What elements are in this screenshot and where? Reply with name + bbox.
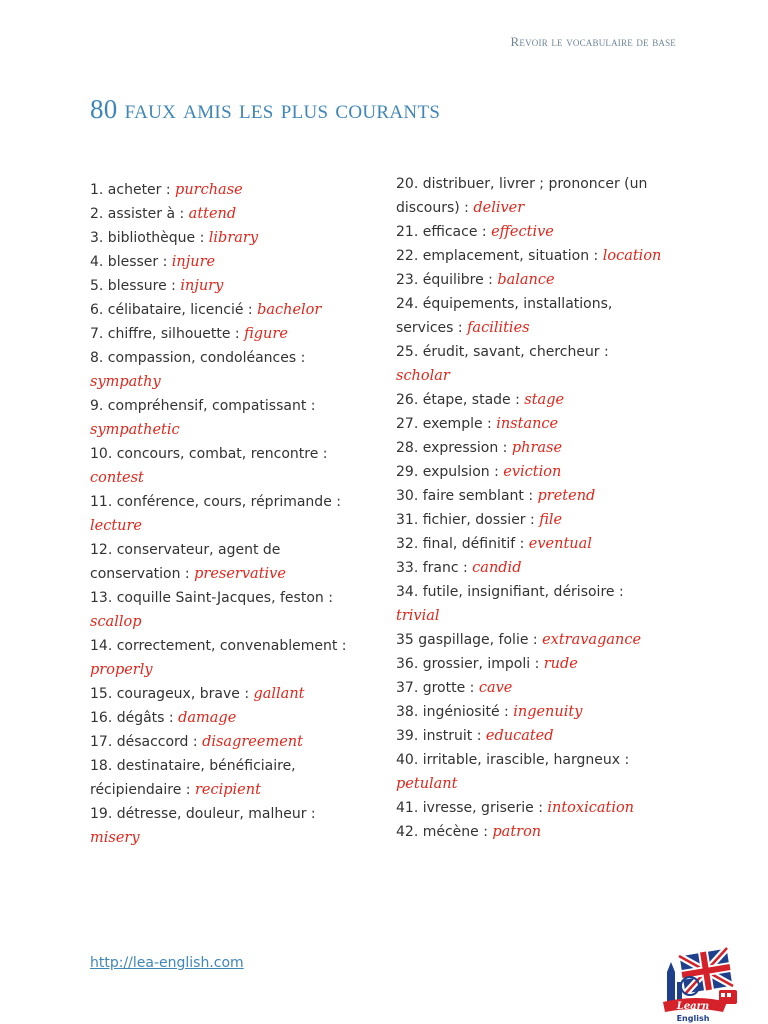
french-term: 38. ingéniosité :	[396, 704, 514, 720]
english-translation: ingenuity	[513, 704, 583, 720]
french-term: 39. instruit :	[396, 728, 486, 744]
english-translation: eventual	[528, 536, 592, 552]
list-item	[396, 508, 664, 532]
english-translation: library	[208, 230, 259, 246]
english-translation: effective	[491, 224, 554, 240]
vocab-list-right	[396, 172, 664, 844]
list-item	[90, 442, 352, 490]
english-translation: figure	[244, 326, 288, 342]
french-term: 19. détresse, douleur, malheur :	[90, 806, 316, 822]
page-title: 80 faux amis les plus courants	[90, 94, 441, 124]
english-translation: instance	[496, 416, 559, 432]
list-item	[90, 178, 352, 202]
french-term: 15. courageux, brave :	[90, 686, 254, 702]
french-term: 9. compréhensif, compatissant :	[90, 398, 316, 414]
list-item	[90, 730, 352, 754]
french-term: 29. expulsion :	[396, 464, 504, 480]
list-item	[90, 490, 352, 538]
union-jack-flag-icon	[679, 948, 733, 994]
french-term: 35 gaspillage, folie :	[396, 632, 543, 648]
english-translation: phrase	[511, 440, 563, 456]
english-translation: bachelor	[257, 302, 322, 318]
list-item	[90, 202, 352, 226]
english-translation: facilities	[467, 320, 530, 336]
list-item	[90, 226, 352, 250]
english-translation: rude	[543, 656, 578, 672]
french-term: 23. équilibre :	[396, 272, 498, 288]
list-item	[396, 820, 664, 844]
french-term: 11. conférence, cours, réprimande :	[90, 494, 341, 510]
english-translation: file	[539, 512, 563, 528]
english-translation: recipient	[194, 782, 261, 798]
french-term: 20. distribuer, livrer ; prononcer (un discours) :	[396, 176, 648, 216]
list-item	[396, 484, 664, 508]
english-translation: injure	[171, 254, 216, 270]
english-translation: injury	[180, 278, 224, 294]
list-item	[90, 274, 352, 298]
french-term: 32. final, définitif :	[396, 536, 529, 552]
list-item	[396, 652, 664, 676]
list-item	[90, 322, 352, 346]
english-translation: preservative	[194, 566, 286, 582]
french-term: 26. étape, stade :	[396, 392, 525, 408]
english-translation: trivial	[396, 608, 440, 624]
list-item	[396, 460, 664, 484]
list-item	[396, 676, 664, 700]
list-item	[396, 796, 664, 820]
english-translation: candid	[472, 560, 522, 576]
french-term: 37. grotte :	[396, 680, 479, 696]
english-translation: sympathy	[90, 374, 161, 390]
list-item	[396, 724, 664, 748]
list-item	[90, 346, 352, 394]
english-translation: stage	[524, 392, 565, 408]
english-translation: educated	[485, 728, 554, 744]
french-term: 40. irritable, irascible, hargneux :	[396, 752, 630, 768]
running-header: Revoir le vocabulaire de base	[510, 34, 676, 49]
english-translation: extravagance	[542, 632, 642, 648]
logo-text-english: English	[676, 1014, 710, 1023]
french-term: 17. désaccord :	[90, 734, 203, 750]
list-item	[90, 250, 352, 274]
english-translation: attend	[188, 206, 237, 222]
french-term: 5. blessure :	[90, 278, 181, 294]
list-item	[90, 394, 352, 442]
french-term: 33. franc :	[396, 560, 473, 576]
list-item	[396, 532, 664, 556]
french-term: 10. concours, combat, rencontre :	[90, 446, 328, 462]
french-term: 8. compassion, condoléances :	[90, 350, 306, 366]
english-translation: eviction	[503, 464, 562, 480]
french-term: 6. célibataire, licencié :	[90, 302, 258, 318]
list-item	[90, 298, 352, 322]
english-translation: location	[602, 248, 662, 264]
list-item	[396, 628, 664, 652]
french-term: 1. acheter :	[90, 182, 176, 198]
french-term: 3. bibliothèque :	[90, 230, 209, 246]
french-term: 21. efficace :	[396, 224, 492, 240]
french-term: 7. chiffre, silhouette :	[90, 326, 245, 342]
french-term: 18. destinataire, bénéficiaire, récipiendaire :	[90, 758, 296, 798]
french-term: 4. blesser :	[90, 254, 172, 270]
website-link[interactable]: http://lea-english.com	[90, 955, 244, 971]
french-term: 36. grossier, impoli :	[396, 656, 544, 672]
french-term: 42. mécène :	[396, 824, 493, 840]
english-translation: properly	[90, 662, 153, 678]
french-term: 14. correctement, convenablement :	[90, 638, 347, 654]
list-item	[90, 754, 352, 802]
list-item	[396, 436, 664, 460]
learn-english-logo	[657, 946, 743, 1024]
french-term: 25. érudit, savant, chercheur :	[396, 344, 609, 360]
list-item	[396, 556, 664, 580]
english-translation: petulant	[396, 776, 458, 792]
english-translation: pretend	[537, 488, 596, 504]
english-translation: intoxication	[547, 800, 635, 816]
list-item	[396, 700, 664, 724]
french-term: 27. exemple :	[396, 416, 497, 432]
list-item	[90, 586, 352, 634]
english-translation: gallant	[253, 686, 305, 702]
english-translation: scallop	[90, 614, 142, 630]
list-item	[396, 244, 664, 268]
french-term: 34. futile, insignifiant, dérisoire :	[396, 584, 624, 600]
english-translation: damage	[178, 710, 237, 726]
french-term: 13. coquille Saint-Jacques, feston :	[90, 590, 333, 606]
list-item	[90, 634, 352, 682]
french-term: 30. faire semblant :	[396, 488, 538, 504]
english-translation: scholar	[396, 368, 450, 384]
vocab-list-left	[90, 178, 352, 850]
english-translation: cave	[478, 680, 513, 696]
list-item	[90, 682, 352, 706]
list-item	[396, 748, 664, 796]
french-term: 22. emplacement, situation :	[396, 248, 603, 264]
english-translation: purchase	[175, 182, 243, 198]
list-item	[396, 580, 664, 628]
french-term: 24. équipements, installations, services :	[396, 296, 613, 336]
french-term: 28. expression :	[396, 440, 512, 456]
english-translation: contest	[90, 470, 144, 486]
list-item	[90, 538, 352, 586]
english-translation: sympathetic	[90, 422, 180, 438]
english-translation: lecture	[90, 518, 143, 534]
list-item	[396, 220, 664, 244]
french-term: 16. dégâts :	[90, 710, 179, 726]
list-item	[396, 268, 664, 292]
english-translation: patron	[492, 824, 542, 840]
french-term: 2. assister à :	[90, 206, 189, 222]
list-item	[90, 802, 352, 850]
list-item	[90, 706, 352, 730]
french-term: 31. fichier, dossier :	[396, 512, 540, 528]
logo-text-learn: Learn	[676, 1001, 710, 1012]
list-item	[396, 412, 664, 436]
list-item	[396, 340, 664, 388]
english-translation: disagreement	[202, 734, 303, 750]
english-translation: misery	[90, 830, 140, 846]
english-translation: deliver	[473, 200, 525, 216]
list-item	[396, 292, 664, 340]
list-item	[396, 388, 664, 412]
french-term: 41. ivresse, griserie :	[396, 800, 548, 816]
english-translation: balance	[497, 272, 555, 288]
list-item	[396, 172, 664, 220]
french-term: 12. conservateur, agent de conservation :	[90, 542, 281, 582]
